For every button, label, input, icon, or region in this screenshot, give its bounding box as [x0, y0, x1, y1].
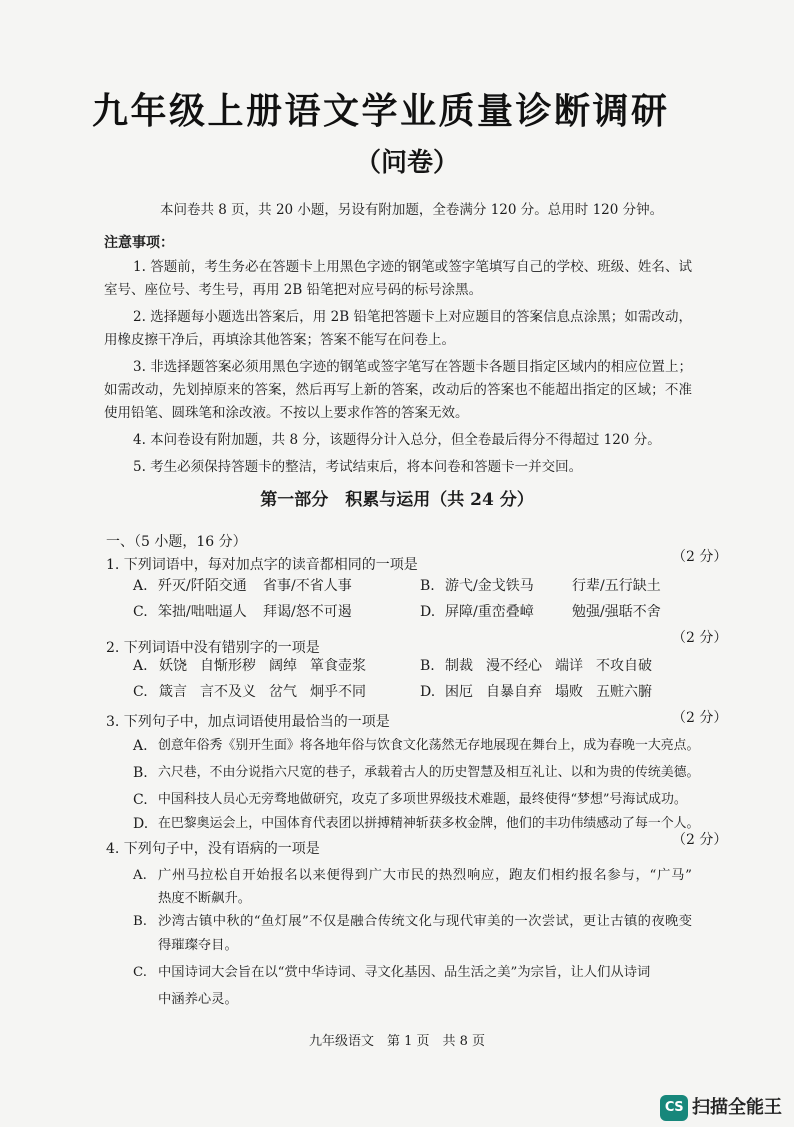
- question-3-option-a: [0, 735, 794, 757]
- option-word: 自惭形秽: [200, 658, 256, 674]
- notice-item-5: [104, 456, 692, 479]
- option-word: 制裁: [445, 658, 473, 674]
- option-line: 沙湾古镇中秋的“鱼灯展”不仅是融合传统文化与现代审美的一次尝试，更让古镇的夜晚变: [158, 914, 692, 929]
- notice-heading: 注意事项：: [104, 235, 174, 251]
- option-item: 省事/不省人事: [263, 578, 352, 594]
- option-word: 漫不经心: [486, 658, 542, 674]
- option-word: 五赃六腑: [596, 684, 652, 700]
- notice-line: 2. 选择题每小题选出答案后，用 2B 铅笔把答题卡上对应题目的答案信息点涂黑；如需改动，: [133, 309, 692, 325]
- question-4-option-c: [133, 959, 693, 1013]
- question-2-options-row-1: [0, 655, 794, 677]
- option-item: 游弋/金戈铁马: [445, 578, 534, 594]
- question-3-stem: 3. 下列句子中，加点词语使用最恰当的一项是: [106, 714, 390, 730]
- question-1-options-row-1: [0, 575, 794, 597]
- question-4-points: （2 分）: [672, 832, 728, 848]
- question-1-stem: 1. 下列词语中，每对加点字的读音都相同的一项是: [106, 557, 418, 573]
- option-letter: B.: [420, 658, 435, 674]
- notice-line: 3. 非选择题答案必须用黑色字迹的钢笔或签字笔写在答题卡各题目指定区域内的相应位置上；: [133, 359, 692, 375]
- question-4-option-b: [133, 910, 693, 958]
- option-letter: B.: [420, 578, 435, 594]
- option-line: 得璀璨夺目。: [158, 938, 238, 953]
- question-2-stem: 2. 下列词语中没有错别字的一项是: [106, 640, 320, 656]
- question-2-points: （2 分）: [672, 630, 728, 646]
- question-3-option-c: [0, 789, 794, 811]
- option-word: 困厄: [445, 684, 473, 700]
- option-word: 妖饶: [159, 658, 187, 674]
- question-2-options-row-2: [0, 681, 794, 703]
- question-3-points: （2 分）: [672, 710, 728, 726]
- option-item: 笨拙/咄咄逼人: [158, 604, 247, 620]
- notice-item-1: [104, 256, 692, 302]
- question-3-option-b: [0, 762, 794, 784]
- question-4-stem: 4. 下列句子中，没有语病的一项是: [106, 841, 320, 857]
- page-title: 九年级上册语文学业质量诊断调研: [92, 90, 670, 132]
- notice-line: 1. 答题前，考生务必在答题卡上用黑色字迹的钢笔或签字笔填写自己的学校、班级、姓名、试: [133, 259, 692, 275]
- option-item: 拜谒/怒不可遏: [263, 604, 352, 620]
- option-letter: C.: [133, 792, 148, 808]
- notice-list: [104, 256, 692, 483]
- option-letter: D.: [420, 684, 436, 700]
- option-letter: C.: [133, 604, 148, 620]
- option-text: 中国科技人员心无旁骛地做研究，攻克了多项世界级技术难题，最终使得“梦想”号海试成功。: [158, 792, 687, 807]
- option-line: 中国诗词大会旨在以“赏中华诗词、寻文化基因、品生活之美”为宗旨，让人们从诗词: [158, 965, 651, 980]
- option-line: 中涵养心灵。: [158, 992, 238, 1007]
- watermark-text: 扫描全能王: [692, 1097, 782, 1118]
- option-item: 歼灭/阡陌交通: [158, 578, 247, 594]
- notice-line: 室号、座位号、考生号，再用 2B 铅笔把对应号码的标号涂黑。: [104, 282, 483, 298]
- option-text: 在巴黎奥运会上，中国体育代表团以拼搏精神斩获多枚金牌，他们的丰功伟绩感动了每一个人。: [158, 816, 700, 831]
- notice-item-2: [104, 306, 692, 352]
- section-heading: 一、（5 小题，16 分）: [106, 534, 247, 550]
- intro-text: 本问卷共 8 页，共 20 小题，另设有附加题，全卷满分 120 分。总用时 120 分钟。: [160, 202, 664, 218]
- notice-line: 4. 本问卷设有附加题，共 8 分，该题得分计入总分，但全卷最后得分不得超过 120 分。: [133, 432, 661, 448]
- notice-line: 5. 考生必须保持答题卡的整洁，考试结束后，将本问卷和答题卡一并交回。: [133, 459, 583, 475]
- option-word: 言不及义: [200, 684, 256, 700]
- option-word: 阔绰: [269, 658, 297, 674]
- part-heading: 第一部分 积累与运用（共 24 分）: [260, 490, 534, 510]
- option-letter: C.: [133, 684, 148, 700]
- option-word: 端详: [555, 658, 583, 674]
- option-word: 箪食壶浆: [310, 658, 366, 674]
- option-word: 岔气: [269, 684, 297, 700]
- option-letter: D.: [420, 604, 436, 620]
- option-letter: A.: [133, 868, 147, 883]
- question-4-option-a: [133, 864, 693, 910]
- option-item: 勉强/强聒不舍: [572, 604, 661, 620]
- option-word: 自暴自弃: [486, 684, 542, 700]
- option-word: 箴言: [159, 684, 187, 700]
- page-footer: 九年级语文 第 1 页 共 8 页: [308, 1034, 486, 1049]
- question-1-points: （2 分）: [672, 549, 728, 565]
- camscanner-logo-icon: CS: [660, 1095, 688, 1121]
- option-text: 创意年俗秀《别开生面》将各地年俗与饮食文化荡然无存地展现在舞台上，成为春晚一大亮点。: [158, 738, 700, 753]
- notice-item-4: [104, 429, 692, 452]
- option-text: [158, 910, 692, 958]
- notice-line: 使用铅笔、圆珠笔和涂改液。不按以上要求作答的答案无效。: [104, 405, 469, 421]
- option-word: 塌败: [555, 684, 583, 700]
- option-words: [445, 655, 652, 677]
- option-words: [159, 681, 366, 703]
- option-letter: B.: [133, 914, 147, 929]
- option-letter: B.: [133, 765, 148, 781]
- option-text: 六尺巷，不由分说指六尺宽的巷子，承载着古人的历史智慧及相互礼让、以和为贵的传统美德。: [158, 765, 700, 780]
- option-letter: A.: [133, 658, 148, 674]
- option-letter: D.: [133, 816, 149, 832]
- option-word: 炯乎不同: [310, 684, 366, 700]
- question-1-options-row-2: [0, 601, 794, 623]
- option-item: 屏障/重峦叠嶂: [445, 604, 534, 620]
- notice-line: 如需改动，先划掉原来的答案，然后再写上新的答案，改动后的答案也不能超出指定的区域；不准: [104, 382, 692, 398]
- option-letter: C.: [133, 965, 147, 980]
- option-line: 广州马拉松自开始报名以来便得到广大市民的热烈响应，跑友们相约报名参与，“广马”: [158, 868, 692, 883]
- notice-line: 用橡皮擦干净后，再填涂其他答案；答案不能写在问卷上。: [104, 332, 455, 348]
- option-text: [158, 959, 692, 1013]
- option-words: [445, 681, 652, 703]
- notice-item-3: [104, 356, 692, 425]
- option-letter: A.: [133, 738, 148, 754]
- option-item: 行辈/五行缺土: [572, 578, 661, 594]
- page-subtitle: （问卷）: [355, 148, 460, 178]
- option-line: 热度不断飙升。: [158, 891, 252, 906]
- option-word: 不攻自破: [596, 658, 652, 674]
- option-words: [159, 655, 366, 677]
- option-text: [158, 864, 692, 910]
- option-letter: A.: [133, 578, 148, 594]
